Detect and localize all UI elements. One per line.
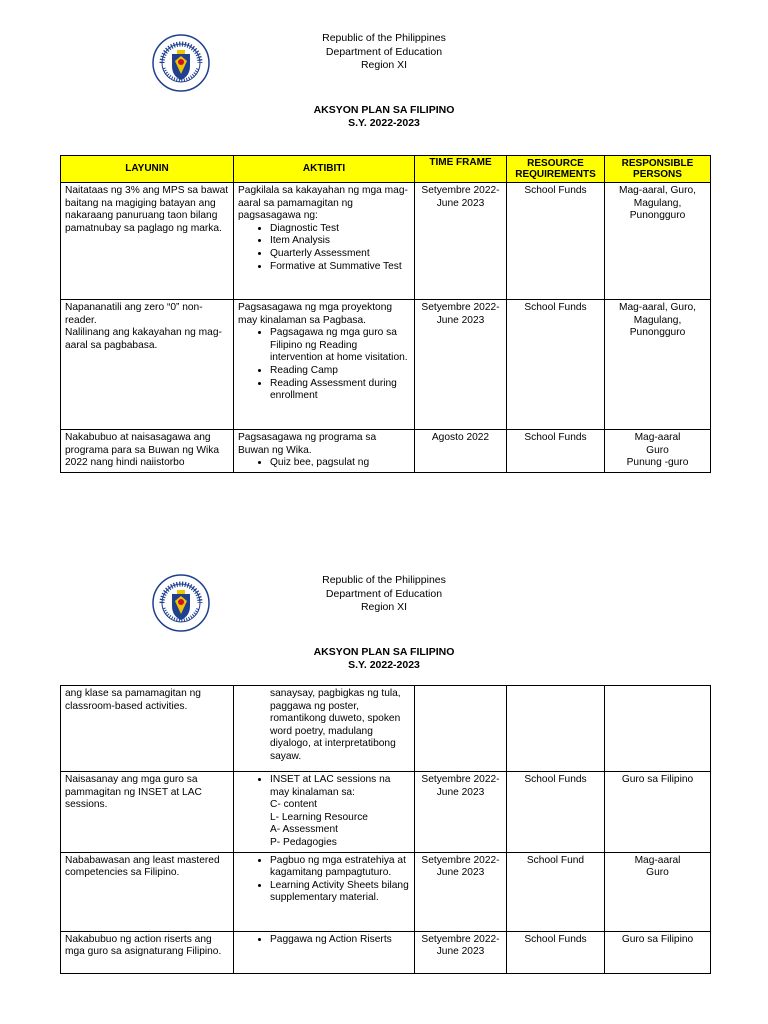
cell-responsible: Mag-aaral, Guro, Magulang, Punongguro: [605, 300, 711, 430]
table-row: [61, 772, 711, 853]
list-item: • Formative at Summative Test: [270, 261, 410, 274]
cell-layunin: Nakabubuo at naisasagawa ang programa para sa Buwan ng Wika 2022 nang hindi naiistorbo: [61, 430, 234, 473]
school-year: S.Y. 2022-2023: [348, 659, 420, 671]
cell-resource: School Funds: [507, 300, 605, 430]
header-time-frame: TIME FRAME: [415, 156, 507, 183]
cell-aktibiti: [234, 772, 415, 853]
header-layunin: LAYUNIN: [61, 156, 234, 183]
cell-layunin: ang klase sa pamamagitan ng classroom-based activities.: [61, 686, 234, 772]
plan-title: AKSYON PLAN SA FILIPINO: [313, 104, 455, 116]
table-row: [61, 300, 711, 430]
cell-resource: School Funds: [507, 772, 605, 853]
letterhead-line-2: Department of Education: [325, 587, 443, 600]
cell-time-frame: [415, 686, 507, 772]
letterhead: [0, 32, 768, 73]
cell-time-frame: Setyembre 2022-June 2023: [415, 300, 507, 430]
cell-resource: School Funds: [507, 183, 605, 300]
cell-aktibiti: [234, 852, 415, 931]
header-aktibiti: AKTIBITI: [234, 156, 415, 183]
cell-resource: School Funds: [507, 931, 605, 973]
list-item: • Paggawa ng Action Riserts: [270, 934, 410, 947]
table-row: [61, 852, 711, 931]
list-item: • Quiz bee, pagsulat ng: [270, 457, 410, 470]
header-responsible-persons: RESPONSIBLE PERSONS: [605, 156, 711, 183]
list-item: • Learning Activity Sheets bilang supplementary material.: [270, 880, 410, 905]
cell-responsible: [605, 686, 711, 772]
page-break: [0, 488, 768, 540]
letterhead: [0, 574, 768, 615]
cell-resource: School Funds: [507, 430, 605, 473]
cell-resource: School Fund: [507, 852, 605, 931]
letterhead-line-3: Region XI: [360, 601, 408, 613]
cell-responsible: Mag-aaral Guro Punung -guro: [605, 430, 711, 473]
cell-layunin: Naitataas ng 3% ang MPS sa bawat baitang na magiging batayan ang nakaraang panuruang taon bilang pamatnubay sa paglago ng marka.: [61, 183, 234, 300]
action-plan-table-continued: [60, 685, 711, 974]
list-item: • Pagbuo ng mga estratehiya at kagamitang pampagtuturo.: [270, 855, 410, 880]
school-year: S.Y. 2022-2023: [348, 117, 420, 129]
list-item: • Quarterly Assessment: [270, 248, 410, 261]
list-item: • Diagnostic Test: [270, 223, 410, 236]
letterhead-line-2: Department of Education: [325, 45, 443, 58]
cell-time-frame: Agosto 2022: [415, 430, 507, 473]
letterhead-line-3: Region XI: [360, 59, 408, 71]
cell-aktibiti: Pagkilala sa kakayahan ng mga mag-aaral sa pamamagitan ng pagsasagawa ng: • Diagnostic Test • Item Analysis • Quarterly Assessment • Formative at Summative Test: [234, 183, 415, 300]
list-item: • INSET at LAC sessions na may kinalaman sa: C- content L- Learning Resource A- Assessment P- Pedagogies: [270, 774, 410, 850]
cell-aktibiti: sanaysay, pagbigkas ng tula, paggawa ng poster, romantikong duweto, spoken word poetry, madulang diyalogo, at interpretatibong sayaw.: [234, 686, 415, 772]
cell-responsible: Mag-aaral Guro: [605, 852, 711, 931]
cell-aktibiti: [234, 931, 415, 973]
cell-responsible: Guro sa Filipino: [605, 931, 711, 973]
table-row: [61, 183, 711, 300]
table-row: [61, 931, 711, 973]
letterhead-line-1: Republic of the Philippines: [322, 32, 446, 44]
table-row: [61, 686, 711, 772]
table-header-row: [61, 156, 711, 183]
table-row: [61, 430, 711, 473]
letterhead-line-1: Republic of the Philippines: [322, 574, 446, 586]
list-item: • Pagsagawa ng mga guro sa Filipino ng Reading intervention at home visitation.: [270, 327, 410, 365]
cell-responsible: Mag-aaral, Guro, Magulang, Punongguro: [605, 183, 711, 300]
cell-time-frame: Setyembre 2022-June 2023: [415, 183, 507, 300]
header-resource-requirements: RESOURCE REQUIREMENTS: [507, 156, 605, 183]
cell-responsible: Guro sa Filipino: [605, 772, 711, 853]
cell-aktibiti: Pagsasagawa ng mga proyektong may kinalaman sa Pagbasa. • Pagsagawa ng mga guro sa Filipino ng Reading intervention at home visitation. • Reading Camp • Reading Assessment during enrollment: [234, 300, 415, 430]
list-item: • Reading Assessment during enrollment: [270, 378, 410, 403]
action-plan-table: [60, 155, 711, 473]
document-title: [0, 104, 768, 130]
plan-title: AKSYON PLAN SA FILIPINO: [313, 646, 455, 658]
cell-time-frame: Setyembre 2022-June 2023: [415, 772, 507, 853]
cell-time-frame: Setyembre 2022-June 2023: [415, 852, 507, 931]
cell-layunin: Napananatili ang zero “0” non-reader. Nalilinang ang kakayahan ng mag-aaral sa pagbabasa.: [61, 300, 234, 430]
cell-layunin: Nakabubuo ng action riserts ang mga guro sa asignaturang Filipino.: [61, 931, 234, 973]
list-item: • Item Analysis: [270, 235, 410, 248]
list-item: • Reading Camp: [270, 365, 410, 378]
cell-layunin: Naisasanay ang mga guro sa pammagitan ng INSET at LAC sessions.: [61, 772, 234, 853]
cell-resource: [507, 686, 605, 772]
cell-aktibiti: Pagsasagawa ng programa sa Buwan ng Wika. • Quiz bee, pagsulat ng: [234, 430, 415, 473]
cell-layunin: Nababawasan ang least mastered competencies sa Filipino.: [61, 852, 234, 931]
document-title: [0, 646, 768, 672]
cell-time-frame: Setyembre 2022-June 2023: [415, 931, 507, 973]
